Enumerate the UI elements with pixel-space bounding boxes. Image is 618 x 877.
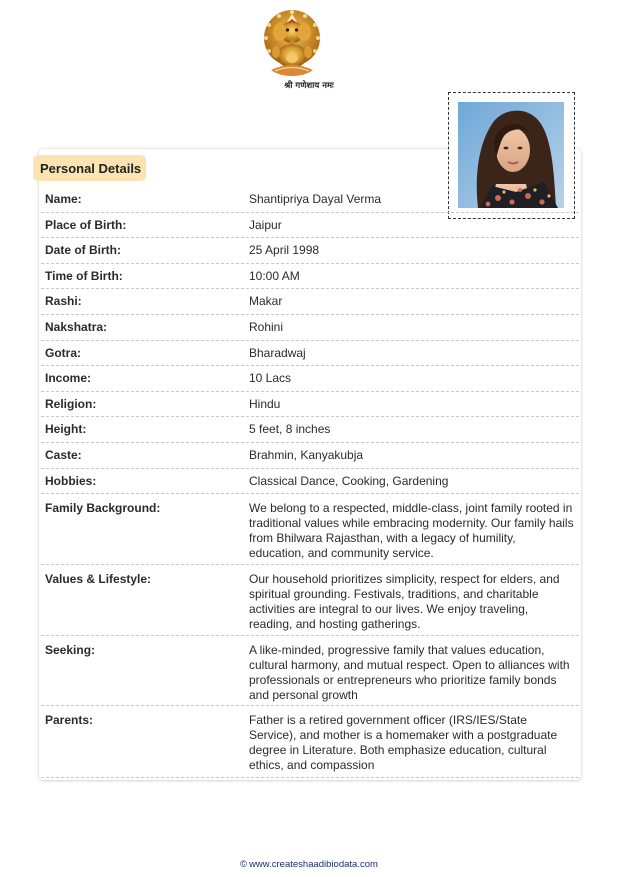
label-seeking: Seeking: xyxy=(45,643,96,658)
value-place-of-birth: Jaipur xyxy=(249,217,282,232)
row-nakshatra xyxy=(41,315,579,341)
row-height xyxy=(41,417,579,443)
label-rashi: Rashi: xyxy=(45,294,82,309)
value-family-background: We belong to a respected, middle-class, joint family rooted in traditional values while embracing modernity. Our family hails from Bhilwara Rajasthan, with a legacy of humility, education, and community service. xyxy=(249,501,574,560)
copyright-symbol: © xyxy=(240,859,248,870)
label-income: Income: xyxy=(45,371,92,386)
value-seeking: A like-minded, progressive family that values education, cultural harmony, and mutual respect. Open to alliances with professionals or entrepreneurs who prioritize family bonds and personal growth xyxy=(249,643,570,702)
website-link[interactable]: www.createshaadibiodata.com xyxy=(249,859,378,870)
section-title: Personal Details xyxy=(33,155,146,181)
label-family-background: Family Background: xyxy=(45,501,161,516)
row-hobbies xyxy=(41,469,579,495)
row-rashi xyxy=(41,289,579,315)
row-date-of-birth xyxy=(41,238,579,264)
row-name xyxy=(41,187,579,213)
value-name: Shantipriya Dayal Verma xyxy=(249,192,382,206)
invocation-text: श्री गणेशाय नमः xyxy=(284,81,334,91)
value-rashi: Makar xyxy=(249,294,283,309)
row-parents xyxy=(41,706,579,778)
value-religion: Hindu xyxy=(249,396,281,411)
row-values-lifestyle xyxy=(41,565,579,636)
label-date-of-birth: Date of Birth: xyxy=(45,243,121,258)
value-hobbies: Classical Dance, Cooking, Gardening xyxy=(249,473,449,488)
row-place-of-birth xyxy=(41,213,579,239)
details-table xyxy=(41,187,579,778)
label-time-of-birth: Time of Birth: xyxy=(45,268,123,283)
value-caste: Brahmin, Kanyakubja xyxy=(249,447,364,462)
row-caste xyxy=(41,443,579,469)
value-gotra: Bharadwaj xyxy=(249,345,306,360)
row-religion xyxy=(41,392,579,418)
value-height: 5 feet, 8 inches xyxy=(249,422,331,437)
label-name: Name: xyxy=(45,192,82,206)
label-nakshatra: Nakshatra: xyxy=(45,319,108,334)
label-height: Height: xyxy=(45,422,87,437)
label-religion: Religion: xyxy=(45,396,97,411)
row-time-of-birth xyxy=(41,264,579,290)
footer xyxy=(0,859,618,870)
label-gotra: Gotra: xyxy=(45,345,81,360)
value-income: 10 Lacs xyxy=(249,371,292,386)
ganesha-icon xyxy=(259,8,325,78)
value-nakshatra: Rohini xyxy=(249,319,284,334)
row-gotra xyxy=(41,341,579,367)
label-parents: Parents: xyxy=(45,713,94,728)
value-time-of-birth: 10:00 AM xyxy=(249,268,300,283)
value-date-of-birth: 25 April 1998 xyxy=(249,243,320,258)
row-income xyxy=(41,366,579,392)
value-values-lifestyle: Our household prioritizes simplicity, respect for elders, and spiritual grounding. Festivals, traditions, and charitable activities are integral to our lives. We enjoy traveling, reading, and hosting gatherings. xyxy=(249,572,560,631)
value-parents: Father is a retired government officer (IRS/IES/State Service), and mother is a homemaker with a postgraduate degree in Literature. Both emphasize education, cultural ethics, and compassion xyxy=(249,713,558,772)
label-caste: Caste: xyxy=(45,447,82,462)
row-seeking xyxy=(41,636,579,706)
label-hobbies: Hobbies: xyxy=(45,473,97,488)
label-values-lifestyle: Values & Lifestyle: xyxy=(45,572,152,587)
label-place-of-birth: Place of Birth: xyxy=(45,217,127,232)
row-family-background xyxy=(41,494,579,565)
